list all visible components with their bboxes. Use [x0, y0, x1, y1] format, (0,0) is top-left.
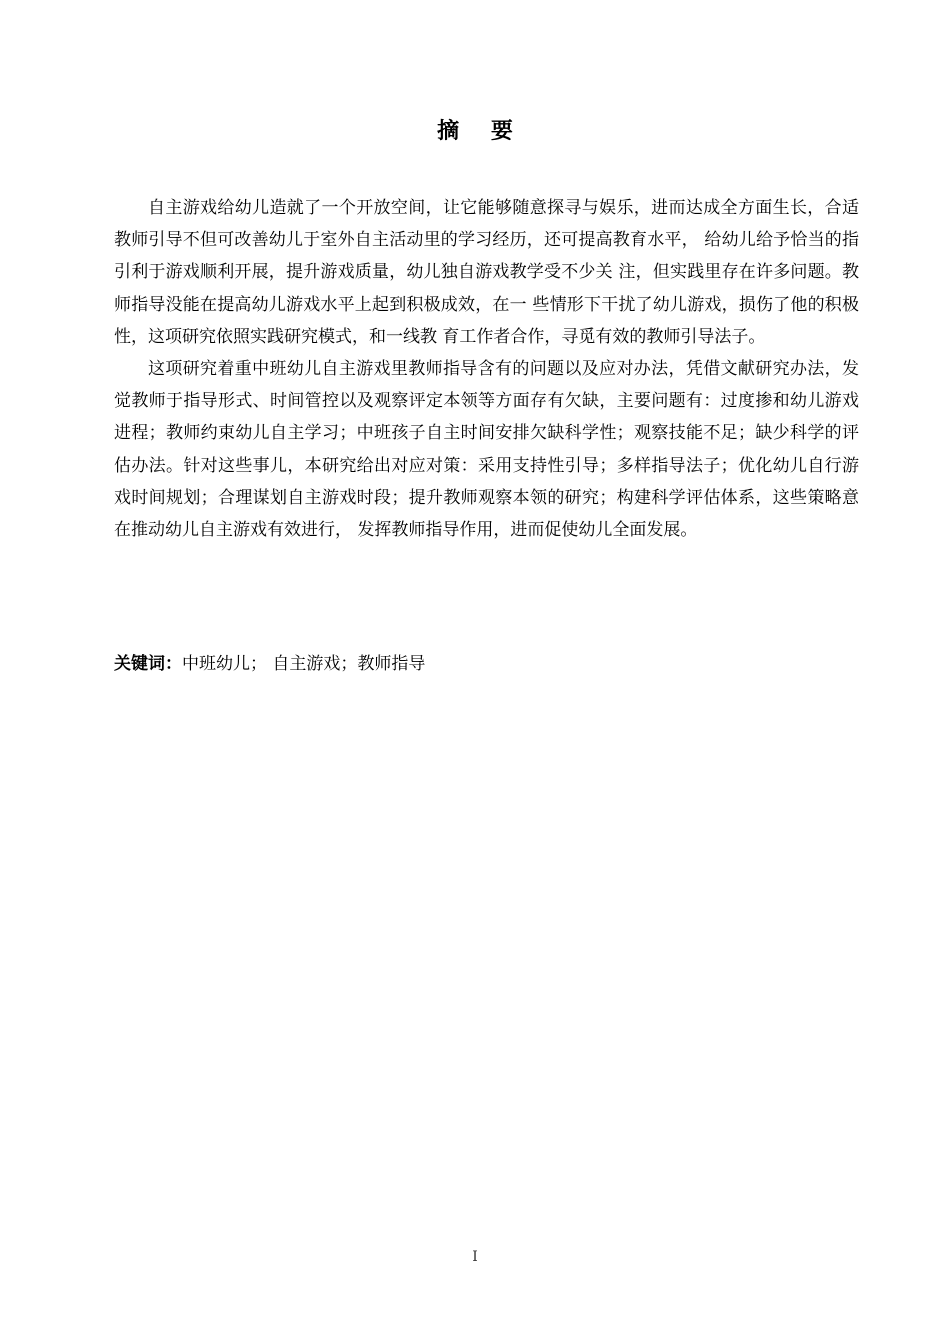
- abstract-title: 摘 要: [437, 119, 525, 144]
- abstract-paragraph-2: 这项研究着重中班幼儿自主游戏里教师指导含有的问题以及应对办法，凭借文献研究办法，发觉教师于指导形式、时间管控以及观察评定本领等方面存有欠缺，主要问题有：过度掺和幼儿游戏进程；教师约束幼儿自主学习；中班孩子自主时间安排欠缺科学性；观察技能不足；缺少科学的评估办法。针对这些事儿，本研究给出对应对策：采用支持性引导；多样指导法子；优化幼儿自行游戏时间规划；合理谋划自主游戏时段；提升教师观察本领的研究；构建科学评估体系，这些策略意在推动幼儿自主游戏有效进行， 发挥教师指导作用，进而促使幼儿全面发展。: [114, 359, 859, 541]
- keywords-line: [114, 650, 859, 678]
- page-number: I: [472, 1249, 478, 1265]
- abstract-body: [114, 192, 859, 546]
- keywords-list: 中班幼儿； 自主游戏；教师指导: [182, 654, 426, 674]
- abstract-paragraph-1: 自主游戏给幼儿造就了一个开放空间，让它能够随意探寻与娱乐，进而达成全方面生长，合适教师引导不但可改善幼儿于室外自主活动里的学习经历，还可提高教育水平， 给幼儿给予恰当的指引利于游戏顺利开展，提升游戏质量，幼儿独自游戏教学受不少关 注，但实践里存在许多问题。教师指导没能在提高幼儿游戏水平上起到积极成效，在一 些情形下干扰了幼儿游戏，损伤了他的积极性，这项研究依照实践研究模式，和一线教 育工作者合作，寻觅有效的教师引导法子。: [114, 198, 859, 347]
- keywords-label: 关键词：: [114, 654, 182, 674]
